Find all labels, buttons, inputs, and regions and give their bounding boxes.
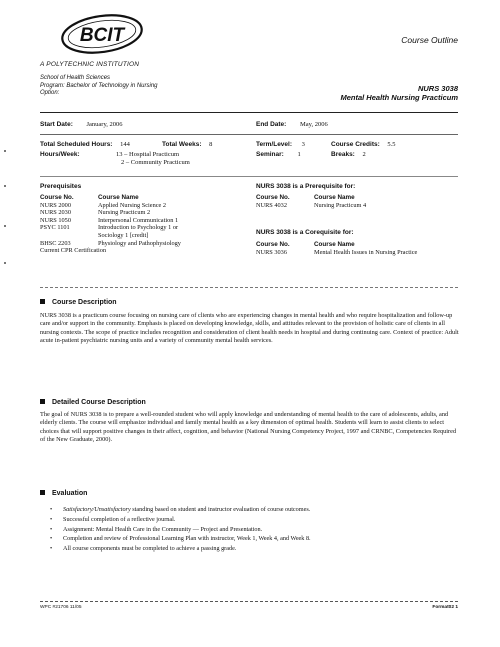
course-code: NURS 3038 bbox=[417, 84, 458, 93]
prerequisite-for-table bbox=[256, 194, 456, 209]
course-credits: Course Credits: 5.5 bbox=[331, 141, 396, 148]
detailed-description-text: The goal of NURS 3038 is to prepare a well-rounded student who will apply knowledge and understanding of mental health to the care of adolescents, adults, and elderly clients. The course will emphasize individual and family mental health as a key dimension of optimal health. Students will learn to assist clients to select choices that will support positive changes in their affect, cognition, and behavior (National Nursing Competency Project, 1997 and CRNBC, Competencies Required of the New Graduate, 2000). bbox=[40, 411, 457, 443]
prerequisites-table bbox=[40, 194, 240, 255]
course-title-block bbox=[340, 84, 458, 102]
square-bullet-icon bbox=[40, 399, 45, 404]
course-description-text: NURS 3038 is a practicum course focusing on nursing care of clients who are experiencing changes in mental health and who require hospitalization and follow-up care and/or support in the community. Emphasis is placed on developing knowledge, skills, and attitudes relevant to the provision of holistic care of clients in all nursing contexts. The scope of practice includes recognition and consideration of client health needs in hospital and during continuing care. Context of practice: Adult acute in-patient psychiatric nursing units and a variety of community mental health services. bbox=[40, 312, 459, 344]
square-bullet-icon bbox=[40, 490, 45, 495]
corequisite-for-heading: NURS 3038 is a Corequisite for: bbox=[256, 229, 354, 236]
table-row: NURS 3036 Mental Health Issues in Nursing Practice bbox=[256, 248, 418, 256]
course-description-heading: Course Description bbox=[40, 299, 117, 306]
margin-mark bbox=[4, 185, 6, 187]
square-bullet-icon bbox=[40, 299, 45, 304]
term-level: Term/Level: 3 bbox=[256, 141, 305, 148]
hours-per-week-values: 13 – Hospital Practicum 2 – Community Practicum bbox=[116, 151, 190, 166]
prereq-divider bbox=[40, 287, 458, 288]
margin-mark bbox=[4, 262, 6, 264]
bullet-icon: • bbox=[50, 506, 53, 513]
table-row bbox=[40, 247, 240, 255]
list-item: • Completion and review of Professional Learning Plan with instructor, Week 1, Week 4, and Week 8. bbox=[50, 535, 311, 543]
prerequisite-for-heading: NURS 3038 is a Prerequisite for: bbox=[256, 183, 356, 190]
course-name: Mental Health Nursing Practicum bbox=[340, 93, 458, 102]
table-row: NURS 2000 Applied Nursing Science 2 bbox=[40, 201, 167, 209]
institution-tagline: A POLYTECHNIC INSTITUTION bbox=[40, 61, 140, 68]
table-header-row: Course No. Course Name bbox=[256, 241, 355, 248]
bullet-icon: • bbox=[50, 525, 53, 533]
evaluation-list bbox=[50, 505, 460, 554]
evaluation-heading: Evaluation bbox=[40, 490, 87, 497]
breaks: Breaks: 2 bbox=[331, 151, 366, 158]
bullet-icon: • bbox=[50, 545, 53, 553]
end-date: End Date: May, 2006 bbox=[256, 121, 328, 128]
logo-text: BCIT bbox=[79, 25, 125, 46]
hours-divider bbox=[40, 176, 458, 177]
total-scheduled-hours: Total Scheduled Hours: 144 bbox=[40, 141, 130, 148]
margin-mark bbox=[4, 150, 6, 152]
bcit-logo bbox=[58, 12, 146, 56]
table-header-row: Course No. Course Name bbox=[40, 194, 139, 201]
dates-divider bbox=[40, 134, 458, 135]
list-item: • Satisfactory/Unsatisfactory standing based on student and instructor evaluation of course outcomes. bbox=[50, 506, 311, 513]
program-info bbox=[40, 75, 158, 98]
footer-divider bbox=[40, 601, 458, 602]
margin-mark bbox=[4, 225, 6, 227]
total-weeks: Total Weeks: 8 bbox=[162, 141, 213, 148]
seminar: Seminar: 1 bbox=[256, 151, 301, 158]
bullet-icon: • bbox=[50, 515, 53, 523]
list-item: • Successful completion of a reflective journal. bbox=[50, 515, 176, 523]
table-row: NURS 1050 Interpersonal Communication 1 bbox=[40, 216, 179, 224]
table-row: NURS 2030 Nursing Practicum 2 bbox=[40, 209, 151, 217]
bullet-icon: • bbox=[50, 535, 53, 543]
corequisite-for-table bbox=[256, 241, 456, 256]
header-divider bbox=[40, 112, 458, 113]
footer-left: WPC #21706 11/05 bbox=[40, 605, 82, 610]
list-item: • All course components must be completed to achieve a passing grade. bbox=[50, 545, 237, 553]
table-row: NURS 4032 Nursing Practicum 4 bbox=[256, 201, 367, 209]
start-date: Start Date: January, 2006 bbox=[40, 121, 123, 128]
table-row: BHSC 2203 Physiology and Pathophysiology bbox=[40, 239, 181, 247]
start-date-value: January, 2006 bbox=[86, 121, 123, 128]
table-header-row: Course No. Course Name bbox=[256, 194, 355, 201]
program-name: Program: Bachelor of Technology in Nursing bbox=[40, 82, 158, 89]
prerequisites-heading: Prerequisites bbox=[40, 183, 82, 190]
list-item: • Assignment: Mental Health Care in the Community — Project and Presentation. bbox=[50, 525, 263, 533]
footer-right: Format02 1 bbox=[432, 605, 458, 610]
hours-per-week-label: Hours/Week: bbox=[40, 151, 80, 158]
detailed-description-heading: Detailed Course Description bbox=[40, 399, 146, 406]
school-name: School of Health Sciences bbox=[40, 75, 111, 81]
end-date-value: May, 2006 bbox=[299, 121, 328, 128]
option-label: Option: bbox=[40, 90, 60, 96]
table-row: PSYC 1101 Introduction to Psychology 1 or Sociology 1 [credit] bbox=[40, 224, 179, 239]
document-type-title: Course Outline bbox=[401, 35, 458, 45]
cpr-requirement: Current CPR Certification bbox=[40, 247, 107, 255]
